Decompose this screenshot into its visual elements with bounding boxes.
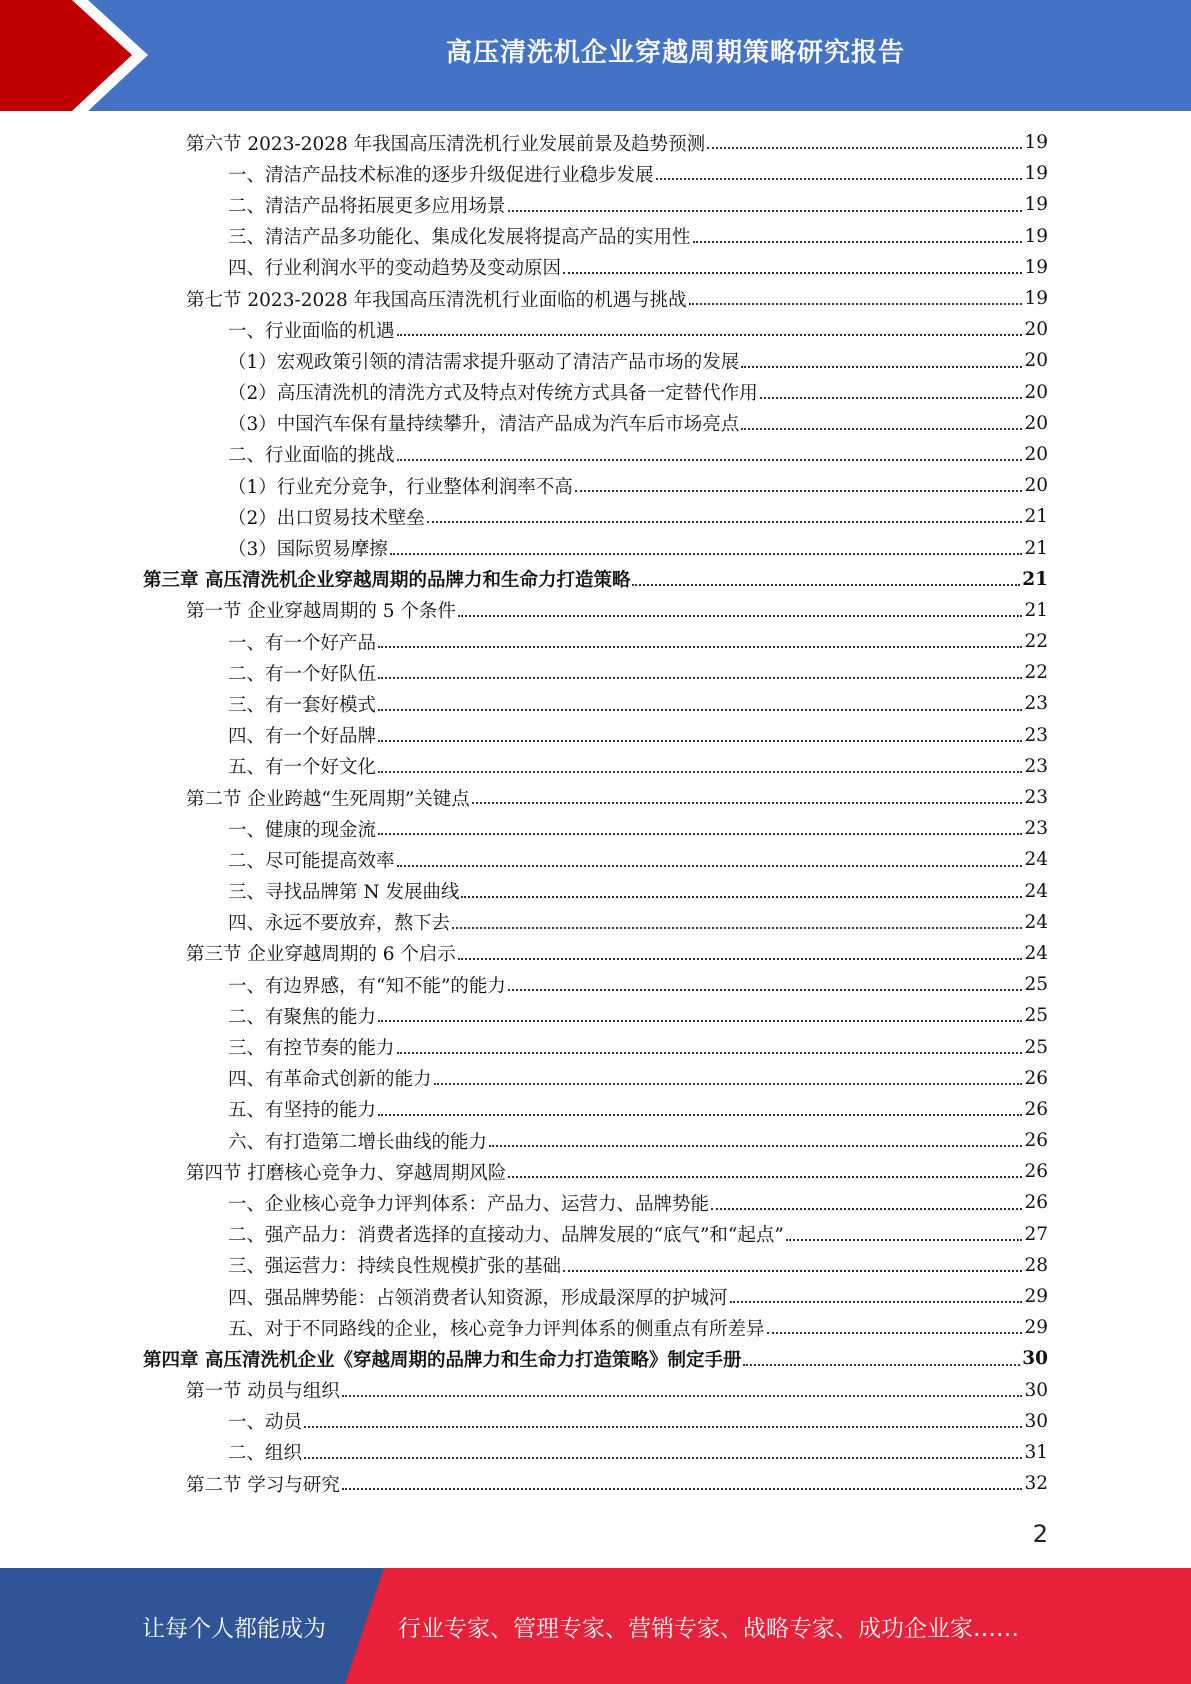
toc-dot-leader xyxy=(760,397,1023,399)
toc-dot-leader xyxy=(397,865,1023,867)
toc-chapter-entry[interactable] xyxy=(143,564,1048,595)
toc-subsection-entry[interactable] xyxy=(143,969,1048,1000)
toc-section-entry[interactable] xyxy=(143,938,1048,969)
toc-page-number: 24 xyxy=(1024,880,1048,902)
toc-dot-leader xyxy=(304,1457,1022,1459)
toc-subsection-entry[interactable] xyxy=(143,345,1048,376)
toc-entry-title: 第三节 企业穿越周期的 6 个启示 xyxy=(186,944,456,966)
toc-section-entry[interactable] xyxy=(143,782,1048,813)
toc-subsection-entry[interactable] xyxy=(143,626,1048,657)
toc-subsection-entry[interactable] xyxy=(143,1125,1048,1156)
toc-subsection-entry[interactable] xyxy=(143,844,1048,875)
toc-page-number: 20 xyxy=(1024,381,1048,403)
toc-subsection-entry[interactable] xyxy=(143,720,1048,751)
toc-entry-title: 五、有坚持的能力 xyxy=(228,1100,377,1122)
toc-dot-leader xyxy=(472,802,1023,804)
toc-page-number: 22 xyxy=(1024,631,1048,653)
toc-dot-leader xyxy=(458,958,1023,960)
toc-subsection-entry[interactable] xyxy=(143,1437,1048,1468)
toc-subsection-entry[interactable] xyxy=(143,470,1048,501)
toc-subsection-entry[interactable] xyxy=(143,1250,1048,1281)
toc-dot-leader xyxy=(397,334,1023,336)
toc-page-number: 19 xyxy=(1024,194,1048,216)
toc-entry-title: 四、强品牌势能：占领消费者认知资源，形成最深厚的护城河 xyxy=(228,1287,728,1309)
toc-subsection-entry[interactable] xyxy=(143,876,1048,907)
toc-entry-title: 五、有一个好文化 xyxy=(228,757,377,779)
toc-dot-leader xyxy=(378,709,1022,711)
toc-entry-title: 二、强产品力：消费者选择的直接动力、品牌发展的“底气”和“起点” xyxy=(228,1225,784,1247)
toc-dot-leader xyxy=(575,490,1023,492)
toc-entry-title: 四、永远不要放弃，熬下去 xyxy=(228,913,451,935)
toc-entry-title: 第六节 2023-2028 年我国高压清洗机行业发展前景及趋势预测 xyxy=(186,133,706,155)
toc-dot-leader xyxy=(378,740,1022,742)
toc-subsection-entry[interactable] xyxy=(143,532,1048,563)
toc-dot-leader xyxy=(397,459,1023,461)
toc-entry-title: 四、有革命式创新的能力 xyxy=(228,1069,432,1091)
toc-subsection-entry[interactable] xyxy=(143,813,1048,844)
toc-subsection-entry[interactable] xyxy=(143,1187,1048,1218)
toc-entry-title: 二、行业面临的挑战 xyxy=(228,445,395,467)
toc-entry-title: 第一节 企业穿越周期的 5 个条件 xyxy=(186,601,456,623)
toc-page-number: 28 xyxy=(1024,1254,1048,1276)
toc-subsection-entry[interactable] xyxy=(143,657,1048,688)
toc-entry-title: 一、企业核心竞争力评判体系：产品力、运营力、品牌势能 xyxy=(228,1193,710,1215)
toc-dot-leader xyxy=(378,1114,1022,1116)
toc-page-number: 20 xyxy=(1024,319,1048,341)
toc-dot-leader xyxy=(304,1426,1022,1428)
toc-section-entry[interactable] xyxy=(143,283,1048,314)
toc-dot-leader xyxy=(767,1332,1023,1334)
toc-entry-title: 一、动员 xyxy=(228,1412,303,1434)
page-number: 2 xyxy=(1032,1520,1048,1548)
toc-entry-title: 第七节 2023-2028 年我国高压清洗机行业面临的机遇与挑战 xyxy=(186,289,687,311)
footer-roles: 行业专家、管理专家、营销专家、战略专家、成功企业家…… xyxy=(398,1615,1019,1642)
toc-dot-leader xyxy=(508,1176,1022,1178)
toc-entry-title: 三、强运营力：持续良性规模扩张的基础 xyxy=(228,1256,562,1278)
toc-page-number: 21 xyxy=(1024,537,1048,559)
toc-entry-title: 三、清洁产品多功能化、集成化发展将提高产品的实用性 xyxy=(228,227,691,249)
toc-subsection-entry[interactable] xyxy=(143,314,1048,345)
toc-entry-title: 三、有一套好模式 xyxy=(228,694,377,716)
toc-subsection-entry[interactable] xyxy=(143,189,1048,220)
toc-subsection-entry[interactable] xyxy=(143,252,1048,283)
toc-entry-title: 一、有边界感，有“知不能”的能力 xyxy=(228,975,506,997)
toc-dot-leader xyxy=(458,615,1023,617)
toc-subsection-entry[interactable] xyxy=(143,1031,1048,1062)
toc-page-number: 20 xyxy=(1024,350,1048,372)
toc-dot-leader xyxy=(656,178,1023,180)
toc-page-number: 30 xyxy=(1022,1348,1048,1370)
toc-subsection-entry[interactable] xyxy=(143,688,1048,719)
toc-dot-leader xyxy=(390,553,1023,555)
toc-dot-leader xyxy=(434,1083,1023,1085)
toc-entry-title: 五、对于不同路线的企业，核心竞争力评判体系的侧重点有所差异 xyxy=(228,1318,765,1340)
toc-page-number: 31 xyxy=(1024,1441,1048,1463)
toc-subsection-entry[interactable] xyxy=(143,907,1048,938)
toc-subsection-entry[interactable] xyxy=(143,1000,1048,1031)
toc-page-number: 29 xyxy=(1024,1286,1048,1308)
toc-dot-leader xyxy=(378,646,1022,648)
toc-subsection-entry[interactable] xyxy=(143,1312,1048,1343)
toc-page-number: 26 xyxy=(1024,1067,1048,1089)
toc-subsection-entry[interactable] xyxy=(143,1406,1048,1437)
toc-page-number: 25 xyxy=(1024,1036,1048,1058)
toc-dot-leader xyxy=(397,1052,1023,1054)
toc-page-number: 19 xyxy=(1024,132,1048,154)
toc-subsection-entry[interactable] xyxy=(143,501,1048,532)
toc-dot-leader xyxy=(461,896,1022,898)
toc-subsection-entry[interactable] xyxy=(143,1094,1048,1125)
page-header xyxy=(0,0,1191,111)
toc-dot-leader xyxy=(378,677,1022,679)
toc-dot-leader xyxy=(693,241,1023,243)
toc-page-number: 19 xyxy=(1024,163,1048,185)
toc-page-number: 24 xyxy=(1024,911,1048,933)
toc-entry-title: （1）宏观政策引领的清洁需求提升驱动了清洁产品市场的发展 xyxy=(228,351,740,373)
toc-page-number: 23 xyxy=(1024,755,1048,777)
toc-entry-title: 二、有聚焦的能力 xyxy=(228,1006,377,1028)
toc-entry-title: （3）中国汽车保有量持续攀升，清洁产品成为汽车后市场亮点 xyxy=(228,414,740,436)
toc-page-number: 25 xyxy=(1024,1005,1048,1027)
toc-dot-leader xyxy=(489,1145,1022,1147)
toc-page-number: 24 xyxy=(1024,942,1048,964)
report-title: 高压清洗机企业穿越周期策略研究报告 xyxy=(445,37,905,68)
toc-dot-leader xyxy=(378,833,1022,835)
toc-subsection-entry[interactable] xyxy=(143,1219,1048,1250)
toc-page-number: 23 xyxy=(1024,693,1048,715)
toc-page-number: 21 xyxy=(1022,568,1048,590)
toc-page-number: 26 xyxy=(1024,1161,1048,1183)
toc-page-number: 27 xyxy=(1024,1223,1048,1245)
toc-section-entry[interactable] xyxy=(143,1468,1048,1499)
toc-subsection-entry[interactable] xyxy=(143,408,1048,439)
toc-dot-leader xyxy=(743,1364,1020,1366)
toc-section-entry[interactable] xyxy=(143,127,1048,158)
toc-entry-title: 一、清洁产品技术标准的逐步升级促进行业稳步发展 xyxy=(228,164,654,186)
toc-entry-title: （1）行业充分竞争，行业整体利润率不高 xyxy=(228,476,573,498)
toc-chapter-entry[interactable] xyxy=(143,1343,1048,1374)
toc-dot-leader xyxy=(378,1020,1022,1022)
toc-page-number: 20 xyxy=(1024,475,1048,497)
toc-subsection-entry[interactable] xyxy=(143,1063,1048,1094)
toc-entry-title: 第二节 学习与研究 xyxy=(186,1474,340,1496)
toc-entry-title: 三、寻找品牌第 N 发展曲线 xyxy=(228,882,460,904)
footer-slogan: 让每个人都能成为 xyxy=(142,1615,326,1642)
toc-page-number: 19 xyxy=(1024,256,1048,278)
toc-entry-title: 一、有一个好产品 xyxy=(228,632,377,654)
toc-entry-title: （3）国际贸易摩擦 xyxy=(228,539,388,561)
toc-dot-leader xyxy=(563,1270,1022,1272)
toc-page-number: 21 xyxy=(1024,506,1048,528)
toc-dot-leader xyxy=(452,927,1022,929)
toc-entry-title: 二、组织 xyxy=(228,1443,303,1465)
toc-entry-title: 第三章 高压清洗机企业穿越周期的品牌力和生命力打造策略 xyxy=(143,570,631,592)
toc-entry-title: 一、健康的现金流 xyxy=(228,819,377,841)
toc-entry-title: 第四节 打磨核心竞争力、穿越周期风险 xyxy=(186,1162,507,1184)
toc-entry-title: 三、有控节奏的能力 xyxy=(228,1038,395,1060)
toc-entry-title: 一、行业面临的机遇 xyxy=(228,320,395,342)
toc-subsection-entry[interactable] xyxy=(143,221,1048,252)
toc-page-number: 23 xyxy=(1024,818,1048,840)
toc-dot-leader xyxy=(711,1208,1022,1210)
toc-page-number: 19 xyxy=(1024,225,1048,247)
toc-dot-leader xyxy=(342,1488,1023,1490)
toc-subsection-entry[interactable] xyxy=(143,439,1048,470)
toc-dot-leader xyxy=(378,771,1022,773)
toc-entry-title: 二、有一个好队伍 xyxy=(228,663,377,685)
toc-entry-title: 二、尽可能提高效率 xyxy=(228,850,395,872)
toc-subsection-entry[interactable] xyxy=(143,751,1048,782)
toc-dot-leader xyxy=(786,1239,1023,1241)
toc-page-number: 26 xyxy=(1024,1130,1048,1152)
toc-page-number: 32 xyxy=(1024,1473,1048,1495)
toc-section-entry[interactable] xyxy=(143,1156,1048,1187)
toc-dot-leader xyxy=(741,366,1022,368)
toc-subsection-entry[interactable] xyxy=(143,1281,1048,1312)
toc-page-number: 23 xyxy=(1024,787,1048,809)
toc-page-number: 26 xyxy=(1024,1192,1048,1214)
toc-subsection-entry[interactable] xyxy=(143,158,1048,189)
toc-page-number: 22 xyxy=(1024,662,1048,684)
toc-dot-leader xyxy=(508,210,1023,212)
toc-dot-leader xyxy=(707,147,1022,149)
toc-page-number: 24 xyxy=(1024,849,1048,871)
toc-section-entry[interactable] xyxy=(143,1375,1048,1406)
toc-dot-leader xyxy=(689,303,1023,305)
toc-page-number: 23 xyxy=(1024,724,1048,746)
toc-entry-title: 第二节 企业跨越“生死周期”关键点 xyxy=(186,788,470,810)
toc-page-number: 30 xyxy=(1024,1410,1048,1432)
toc-page-number: 30 xyxy=(1024,1379,1048,1401)
toc-entry-title: 第一节 动员与组织 xyxy=(186,1381,340,1403)
toc-subsection-entry[interactable] xyxy=(143,377,1048,408)
toc-dot-leader xyxy=(508,989,1023,991)
toc-entry-title: （2）高压清洗机的清洗方式及特点对传统方式具备一定替代作用 xyxy=(228,383,758,405)
toc-dot-leader xyxy=(563,272,1022,274)
toc-entry-title: 第四章 高压清洗机企业《穿越周期的品牌力和生命力打造策略》制定手册 xyxy=(143,1349,742,1371)
toc-dot-leader xyxy=(427,521,1023,523)
page-footer xyxy=(0,1568,1191,1684)
toc-page-number: 25 xyxy=(1024,974,1048,996)
toc-dot-leader xyxy=(342,1395,1023,1397)
table-of-contents xyxy=(143,127,1048,1499)
toc-page-number: 26 xyxy=(1024,1098,1048,1120)
toc-entry-title: （2）出口贸易技术壁垒 xyxy=(228,507,425,529)
toc-page-number: 29 xyxy=(1024,1317,1048,1339)
toc-dot-leader xyxy=(741,428,1022,430)
toc-entry-title: 四、有一个好品牌 xyxy=(228,726,377,748)
toc-dot-leader xyxy=(730,1301,1023,1303)
toc-entry-title: 六、有打造第二增长曲线的能力 xyxy=(228,1131,488,1153)
toc-page-number: 19 xyxy=(1024,288,1048,310)
toc-page-number: 20 xyxy=(1024,412,1048,434)
toc-section-entry[interactable] xyxy=(143,595,1048,626)
toc-page-number: 21 xyxy=(1024,599,1048,621)
toc-entry-title: 二、清洁产品将拓展更多应用场景 xyxy=(228,195,506,217)
toc-page-number: 20 xyxy=(1024,443,1048,465)
toc-dot-leader xyxy=(632,584,1020,586)
toc-entry-title: 四、行业利润水平的变动趋势及变动原因 xyxy=(228,258,562,280)
